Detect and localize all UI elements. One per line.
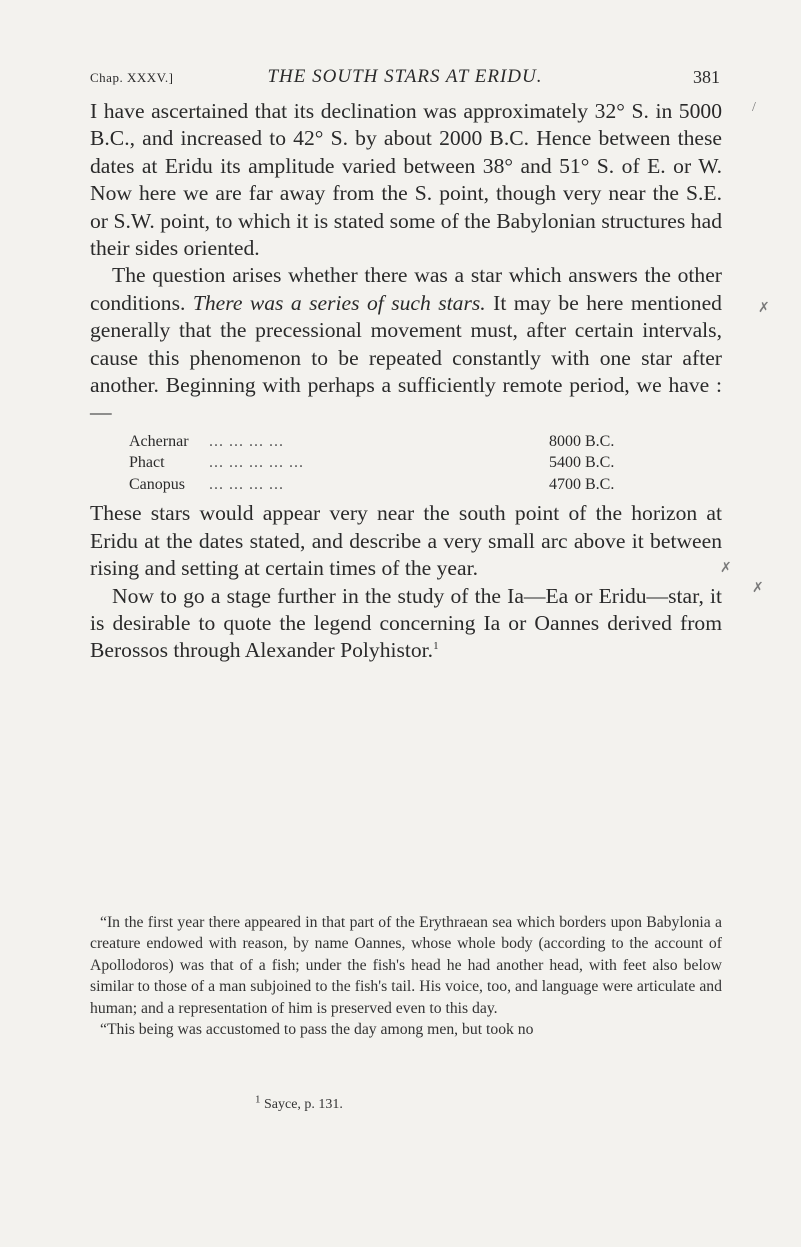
- star-date: 5400 B.C.: [549, 454, 615, 472]
- star-name: Achernar: [129, 432, 189, 450]
- main-text: [90, 98, 722, 665]
- paragraph-legend: [90, 583, 722, 665]
- star-name: Canopus: [129, 475, 185, 493]
- star-date: 4700 B.C.: [549, 475, 615, 493]
- paragraph-declination: I have ascertained that its declination was approximately 32° S. in 5000 B.C., and increased to 42° S. by about 2000 B.C. Hence between these dates at Eridu its amplitude varied between 38° and 51° S. of E. or W. Now here we are far away from the S. point, though very near the S.E. or S.W. point, to which it is stated some of the Babylonian structures had their sides oriented.: [90, 99, 722, 261]
- margin-mark-icon: /: [752, 100, 756, 115]
- leader-dots: ... ... ... ... ...: [209, 454, 304, 472]
- quote-paragraph-second: “This being was accustomed to pass the day among men, but took no: [100, 1021, 534, 1039]
- margin-mark-icon: ✗: [752, 581, 764, 596]
- paragraph-horizon: These stars would appear very near the south point of the horizon at Eridu at the dates stated, and describe a very small arc above it between rising and setting at certain times of the year.: [90, 501, 722, 581]
- star-date-table: [90, 431, 722, 496]
- margin-mark-icon: ✗: [720, 561, 732, 576]
- leader-dots: ... ... ... ...: [209, 432, 284, 450]
- paragraph-question-start: The question arises whether there was a star which answers the other conditions.: [90, 263, 722, 315]
- footnote-number: 1: [255, 1093, 261, 1106]
- table-row: [90, 452, 722, 474]
- star-date: 8000 B.C.: [549, 432, 615, 450]
- page-title: THE SOUTH STARS AT ERIDU.: [267, 66, 543, 87]
- table-row: [90, 431, 722, 453]
- berossos-quote: [90, 912, 722, 1040]
- star-name: Phact: [129, 454, 165, 472]
- margin-mark-icon: ✗: [758, 301, 770, 316]
- chapter-label: Chap. XXXV.]: [90, 70, 174, 85]
- footnote-ref: 1: [433, 640, 439, 653]
- page-number: 381: [693, 67, 720, 87]
- leader-dots: ... ... ... ...: [209, 475, 284, 493]
- paragraph-question: [90, 262, 722, 426]
- footnote-text: Sayce, p. 131.: [264, 1097, 343, 1112]
- paragraph-question-italic: There was a series of such stars.: [192, 290, 486, 315]
- paragraph-legend-text: Now to go a stage further in the study of the Ia—Ea or Eridu—star, it is desirable to quote the legend concerning Ia or Oannes derived from Berossos through Alexander Polyhistor.: [90, 583, 722, 663]
- running-header: [90, 66, 720, 96]
- table-row: [90, 474, 722, 496]
- footnote: [255, 1093, 343, 1113]
- paragraph-question-end: It may be here mentioned generally that the precessional movement must, after certain intervals, cause this phenomenon to be repeated constantly with one star after another. Beginning with perhaps a sufficiently remote period, we have :—: [90, 290, 722, 425]
- quote-paragraph-first: “In the first year there appeared in that part of the Erythraean sea which borders upon Babylonia a creature endowed with reason, by name Oannes, whose whole body (according to the account of Apollodoros) was that of a fish; under the fish's head he had another head, with feet also below similar to those of a man subjoined to the fish's tail. His voice, too, and language were articulate and human; and a representation of him is preserved even to this day.: [90, 914, 722, 1017]
